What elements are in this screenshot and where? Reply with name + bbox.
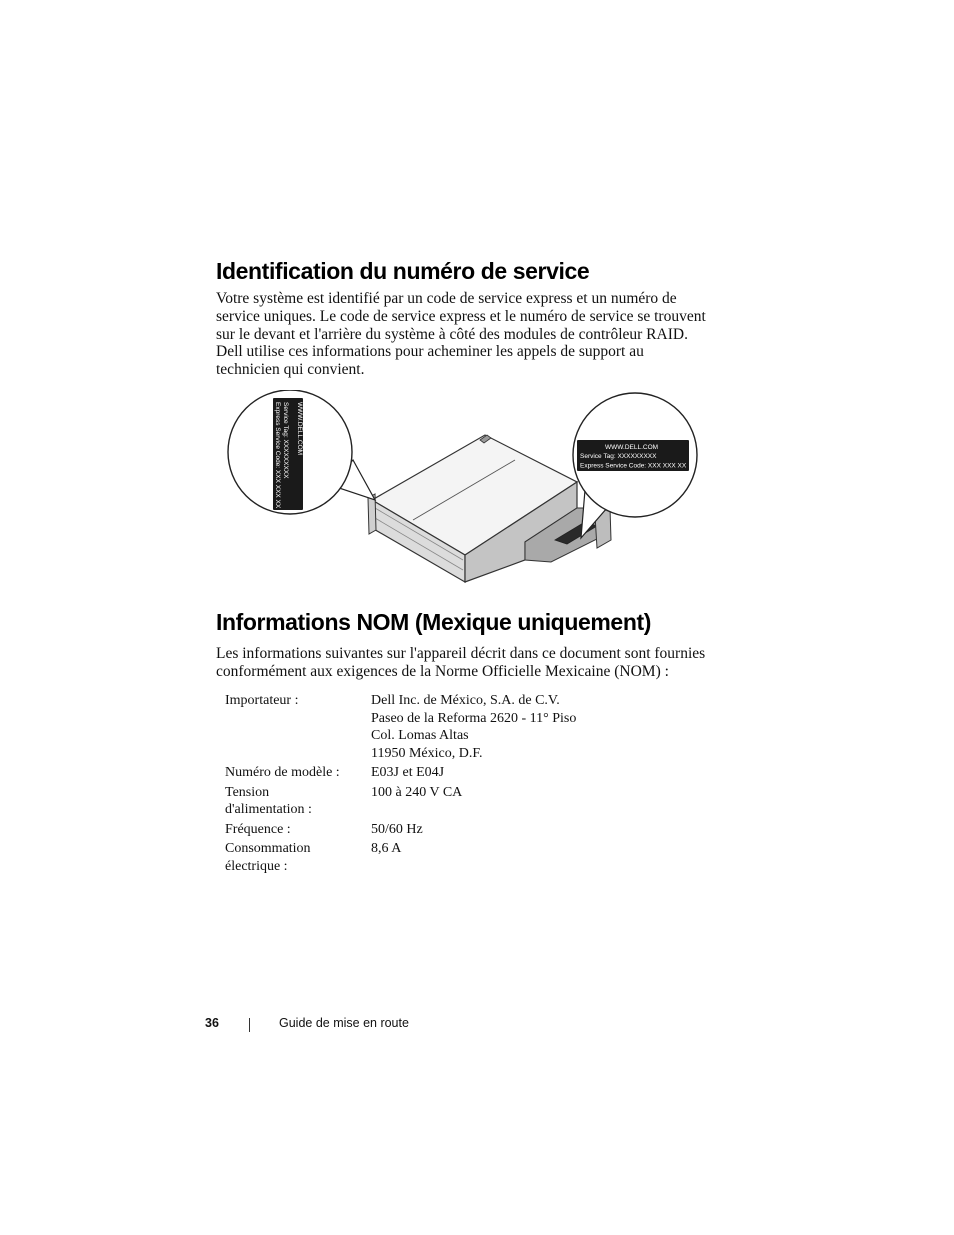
- nom-label: [225, 692, 371, 762]
- footer-divider: [249, 1018, 250, 1032]
- left-label-line: Service Tag: XXXXXXXXX: [282, 402, 289, 479]
- nom-value-line: Col. Lomas Altas: [371, 728, 469, 743]
- page-number: 36: [205, 1016, 219, 1030]
- paragraph-line: Dell utilise ces informations pour acheminer les appels de support au: [216, 343, 644, 361]
- right-label-line: Express Service Code: XXX XXX XX: [580, 462, 687, 470]
- section-title-service-tag: Identification du numéro de service: [216, 258, 590, 284]
- service-tag-illustration: [225, 390, 700, 595]
- paragraph-line: service uniques. Le code de service express et le numéro de service se trouvent: [216, 307, 706, 325]
- nom-label-line: Tension: [225, 784, 270, 800]
- nom-value-line: E03J et E04J: [371, 765, 445, 780]
- paragraph-line: Les informations suivantes sur l'appareil décrit dans ce document sont fournies: [216, 645, 706, 662]
- nom-row-importer: [225, 692, 576, 762]
- nom-label-line: d'alimentation :: [225, 802, 312, 817]
- nom-row-voltage: [225, 784, 576, 819]
- nom-value: [371, 821, 576, 839]
- footer-title: Guide de mise en route: [279, 1016, 409, 1030]
- nom-value-line: Dell Inc. de México, S.A. de C.V.: [371, 693, 560, 708]
- paragraph-line: Votre système est identifié par un code de service express et un numéro de: [216, 290, 677, 307]
- nom-value: [371, 692, 576, 762]
- nom-paragraph: [216, 645, 721, 681]
- right-label-line: WWW.DELL.COM: [605, 444, 659, 451]
- nom-row-model: [225, 764, 576, 782]
- paragraph-line: conformément aux exigences de la Norme Officielle Mexicaine (NOM) :: [216, 662, 669, 680]
- nom-value: [371, 784, 576, 819]
- nom-value-line: 100 à 240 V CA: [371, 784, 463, 800]
- nom-value-line: 50/60 Hz: [371, 821, 423, 837]
- paragraph-line: technicien qui convient.: [216, 361, 365, 379]
- nom-label-line: électrique :: [225, 858, 288, 874]
- nom-info-table: [225, 692, 576, 877]
- service-tag-paragraph: [216, 290, 721, 379]
- nom-label: [225, 840, 371, 875]
- nom-label: [225, 821, 371, 839]
- nom-row-frequency: [225, 821, 576, 839]
- nom-value-line: 11950 México, D.F.: [371, 745, 483, 761]
- paragraph-line: sur le devant et l'arrière du système à côté des modules de contrôleur RAID.: [216, 325, 688, 343]
- right-label-line: Service Tag: XXXXXXXXX: [580, 453, 657, 460]
- nom-value: [371, 764, 576, 782]
- nom-label-line: Importateur :: [225, 693, 299, 708]
- nom-label: [225, 764, 371, 782]
- nom-label-line: Numéro de modèle :: [225, 765, 340, 780]
- right-callout: [573, 393, 697, 538]
- left-label-line: Express Service Code: XXX XXX XX: [274, 402, 281, 509]
- nom-label-line: Consommation: [225, 841, 311, 856]
- nom-row-consumption: [225, 840, 576, 875]
- section-title-nom: Informations NOM (Mexique uniquement): [216, 609, 651, 635]
- left-label-line: WWW.DELL.COM: [296, 402, 303, 456]
- nom-value-line: Paseo de la Reforma 2620 - 11° Piso: [371, 710, 577, 726]
- nom-value-line: 8,6 A: [371, 841, 402, 856]
- left-callout: [228, 390, 375, 514]
- nom-label-line: Fréquence :: [225, 821, 291, 837]
- nom-label: [225, 784, 371, 819]
- nom-value: [371, 840, 576, 875]
